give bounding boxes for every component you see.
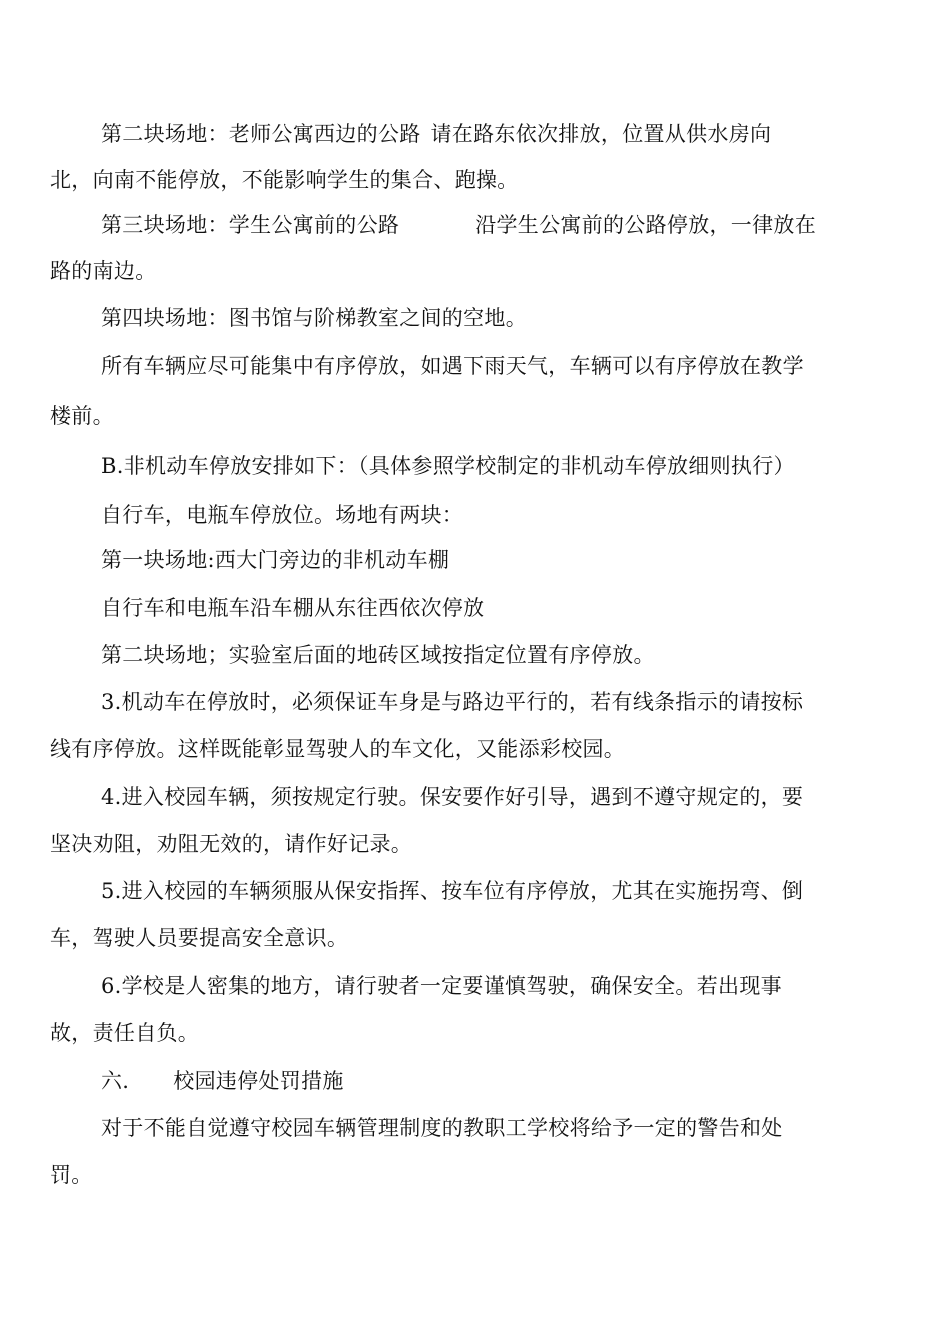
paragraph-line: 自行车，电瓶车停放位。场地有两块： <box>101 503 464 527</box>
paragraph-line: 故，责任自负。 <box>50 1021 200 1045</box>
paragraph-line: 自行车和电瓶车沿车棚从东往西依次停放 <box>101 596 485 620</box>
paragraph-line: 楼前。 <box>50 404 114 428</box>
paragraph-line: 车，驾驶人员要提高安全意识。 <box>50 926 349 950</box>
paragraph-line: 5.进入校园的车辆须服从保安指挥、按车位有序停放，尤其在实施拐弯、倒 <box>101 879 804 903</box>
text-run: 请在路东依次排放，位置从供水房向 <box>430 122 772 146</box>
paragraph-line: 所有车辆应尽可能集中有序停放，如遇下雨天气，车辆可以有序停放在教学 <box>101 354 804 378</box>
paragraph-line: 第一块场地:西大门旁边的非机动车棚 <box>101 548 450 572</box>
text-run: 第二块场地：老师公寓西边的公路 <box>101 122 421 146</box>
paragraph-line: 北，向南不能停放，不能影响学生的集合、跑操。 <box>50 168 519 192</box>
paragraph-line: 第四块场地：图书馆与阶梯教室之间的空地。 <box>101 306 527 330</box>
paragraph-line: 线有序停放。这样既能彰显驾驶人的车文化，又能添彩校园。 <box>50 737 626 761</box>
text-run: 第三块场地：学生公寓前的公路 <box>101 213 400 237</box>
paragraph-line <box>101 210 816 240</box>
paragraph-line: 6.学校是人密集的地方，请行驶者一定要谨慎驾驶，确保安全。若出现事 <box>101 974 782 998</box>
paragraph-line: B.非机动车停放安排如下：（具体参照学校制定的非机动车停放细则执行） <box>101 454 795 478</box>
paragraph-line: 4.进入校园车辆，须按规定行驶。保安要作好引导，遇到不遵守规定的，要 <box>101 785 804 809</box>
paragraph-line: 对于不能自觉遵守校园车辆管理制度的教职工学校将给予一定的警告和处 <box>101 1116 783 1140</box>
paragraph-line: 路的南边。 <box>50 259 157 283</box>
paragraph-line: 第二块场地；实验室后面的地砖区域按指定位置有序停放。 <box>101 643 655 667</box>
text-run: 沿学生公寓前的公路停放，一律放在 <box>475 213 817 237</box>
section-heading <box>101 1066 344 1096</box>
paragraph-line <box>101 119 771 149</box>
paragraph-line: 3.机动车在停放时，必须保证车身是与路边平行的，若有线条指示的请按标 <box>101 690 804 714</box>
paragraph-line: 坚决劝阻，劝阻无效的，请作好记录。 <box>50 832 413 856</box>
section-number: 六. <box>101 1069 130 1093</box>
paragraph-line: 罚。 <box>50 1163 93 1187</box>
section-title: 校园违停处罚措施 <box>173 1069 344 1093</box>
